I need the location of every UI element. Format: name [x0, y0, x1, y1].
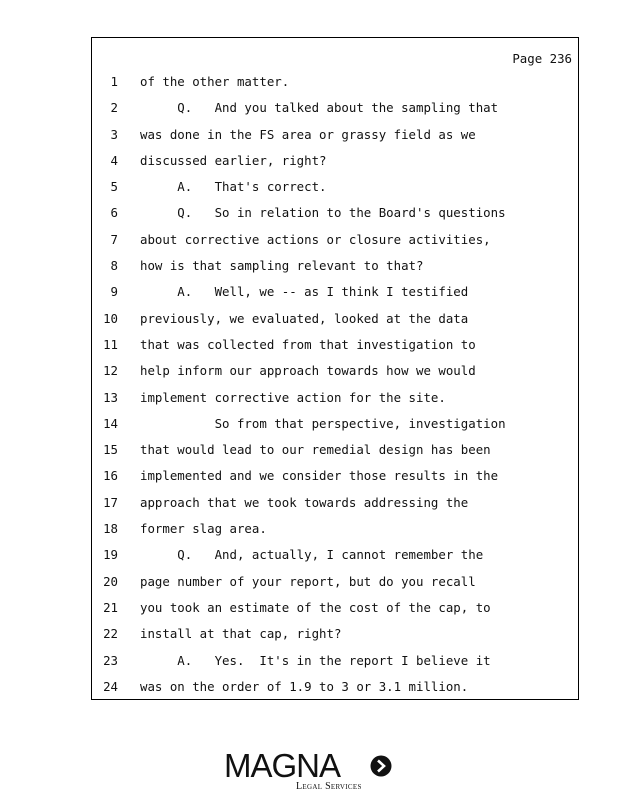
transcript-line: [92, 600, 578, 626]
transcript-line: [92, 337, 578, 363]
line-number: 17: [103, 494, 118, 510]
line-text: how is that sampling relevant to that?: [140, 258, 424, 274]
line-text: was done in the FS area or grassy field as we: [140, 126, 476, 142]
line-text: discussed earlier, right?: [140, 152, 327, 168]
line-number: 2: [110, 100, 118, 116]
line-text: that would lead to our remedial design has been: [140, 442, 491, 458]
magna-logo: [224, 748, 394, 792]
line-number: 5: [110, 179, 118, 195]
line-number: 24: [103, 678, 118, 694]
line-number: 7: [110, 231, 118, 247]
transcript-line: [92, 311, 578, 337]
line-text: implement corrective action for the site.: [140, 389, 446, 405]
transcript-line: [92, 416, 578, 442]
line-number: 18: [103, 521, 118, 537]
chevron-right-circle-icon: [370, 755, 392, 777]
transcript-lines: [92, 74, 578, 705]
line-text: implemented and we consider those results in the: [140, 468, 499, 484]
line-number: 9: [110, 284, 118, 300]
transcript-line: [92, 284, 578, 310]
transcript-line: [92, 390, 578, 416]
line-number: 10: [103, 310, 118, 326]
line-number: 22: [103, 626, 118, 642]
transcript-line: [92, 442, 578, 468]
line-number: 1: [110, 74, 118, 89]
line-text: former slag area.: [140, 521, 267, 537]
transcript-line: [92, 179, 578, 205]
transcript-line: [92, 74, 578, 100]
transcript-line: [92, 574, 578, 600]
line-text: A. Well, we -- as I think I testified: [140, 284, 469, 300]
line-number: 16: [103, 468, 118, 484]
line-text: A. That's correct.: [140, 179, 327, 195]
line-number: 14: [103, 415, 118, 431]
line-text: Q. So in relation to the Board's questions: [140, 205, 506, 221]
transcript-line: [92, 653, 578, 679]
line-number: 6: [110, 205, 118, 221]
logo-subtitle: Legal Services: [296, 781, 362, 792]
transcript-page: [91, 37, 579, 700]
transcript-line: [92, 521, 578, 547]
logo-wordmark: MAGNA: [224, 747, 341, 784]
line-number: 19: [103, 547, 118, 563]
transcript-line: [92, 153, 578, 179]
line-text: A. Yes. It's in the report I believe it: [140, 652, 491, 668]
line-number: 12: [103, 363, 118, 379]
line-text: you took an estimate of the cost of the cap, to: [140, 599, 491, 615]
line-number: 8: [110, 258, 118, 274]
line-number: 20: [103, 573, 118, 589]
line-number: 4: [110, 152, 118, 168]
transcript-line: [92, 679, 578, 705]
transcript-line: [92, 205, 578, 231]
line-number: 13: [103, 389, 118, 405]
transcript-line: [92, 468, 578, 494]
line-text: install at that cap, right?: [140, 626, 342, 642]
transcript-line: [92, 100, 578, 126]
line-text: of the other matter.: [140, 74, 290, 89]
line-number: 3: [110, 126, 118, 142]
line-number: 15: [103, 442, 118, 458]
line-text: approach that we took towards addressing the: [140, 494, 469, 510]
transcript-line: [92, 626, 578, 652]
line-text: So from that perspective, investigation: [140, 415, 506, 431]
line-number: 23: [103, 652, 118, 668]
line-text: Q. And you talked about the sampling that: [140, 100, 499, 116]
line-text: previously, we evaluated, looked at the data: [140, 310, 469, 326]
line-text: Q. And, actually, I cannot remember the: [140, 547, 484, 563]
transcript-line: [92, 363, 578, 389]
transcript-line: [92, 495, 578, 521]
transcript-line: [92, 547, 578, 573]
transcript-line: [92, 232, 578, 258]
line-number: 11: [103, 336, 118, 352]
line-number: 21: [103, 599, 118, 615]
line-text: help inform our approach towards how we would: [140, 363, 476, 379]
page-number: Page 236: [512, 51, 572, 66]
line-text: was on the order of 1.9 to 3 or 3.1 million.: [140, 678, 469, 694]
line-text: page number of your report, but do you recall: [140, 573, 476, 589]
transcript-line: [92, 258, 578, 284]
line-text: about corrective actions or closure activities,: [140, 231, 491, 247]
line-text: that was collected from that investigation to: [140, 336, 476, 352]
transcript-line: [92, 127, 578, 153]
